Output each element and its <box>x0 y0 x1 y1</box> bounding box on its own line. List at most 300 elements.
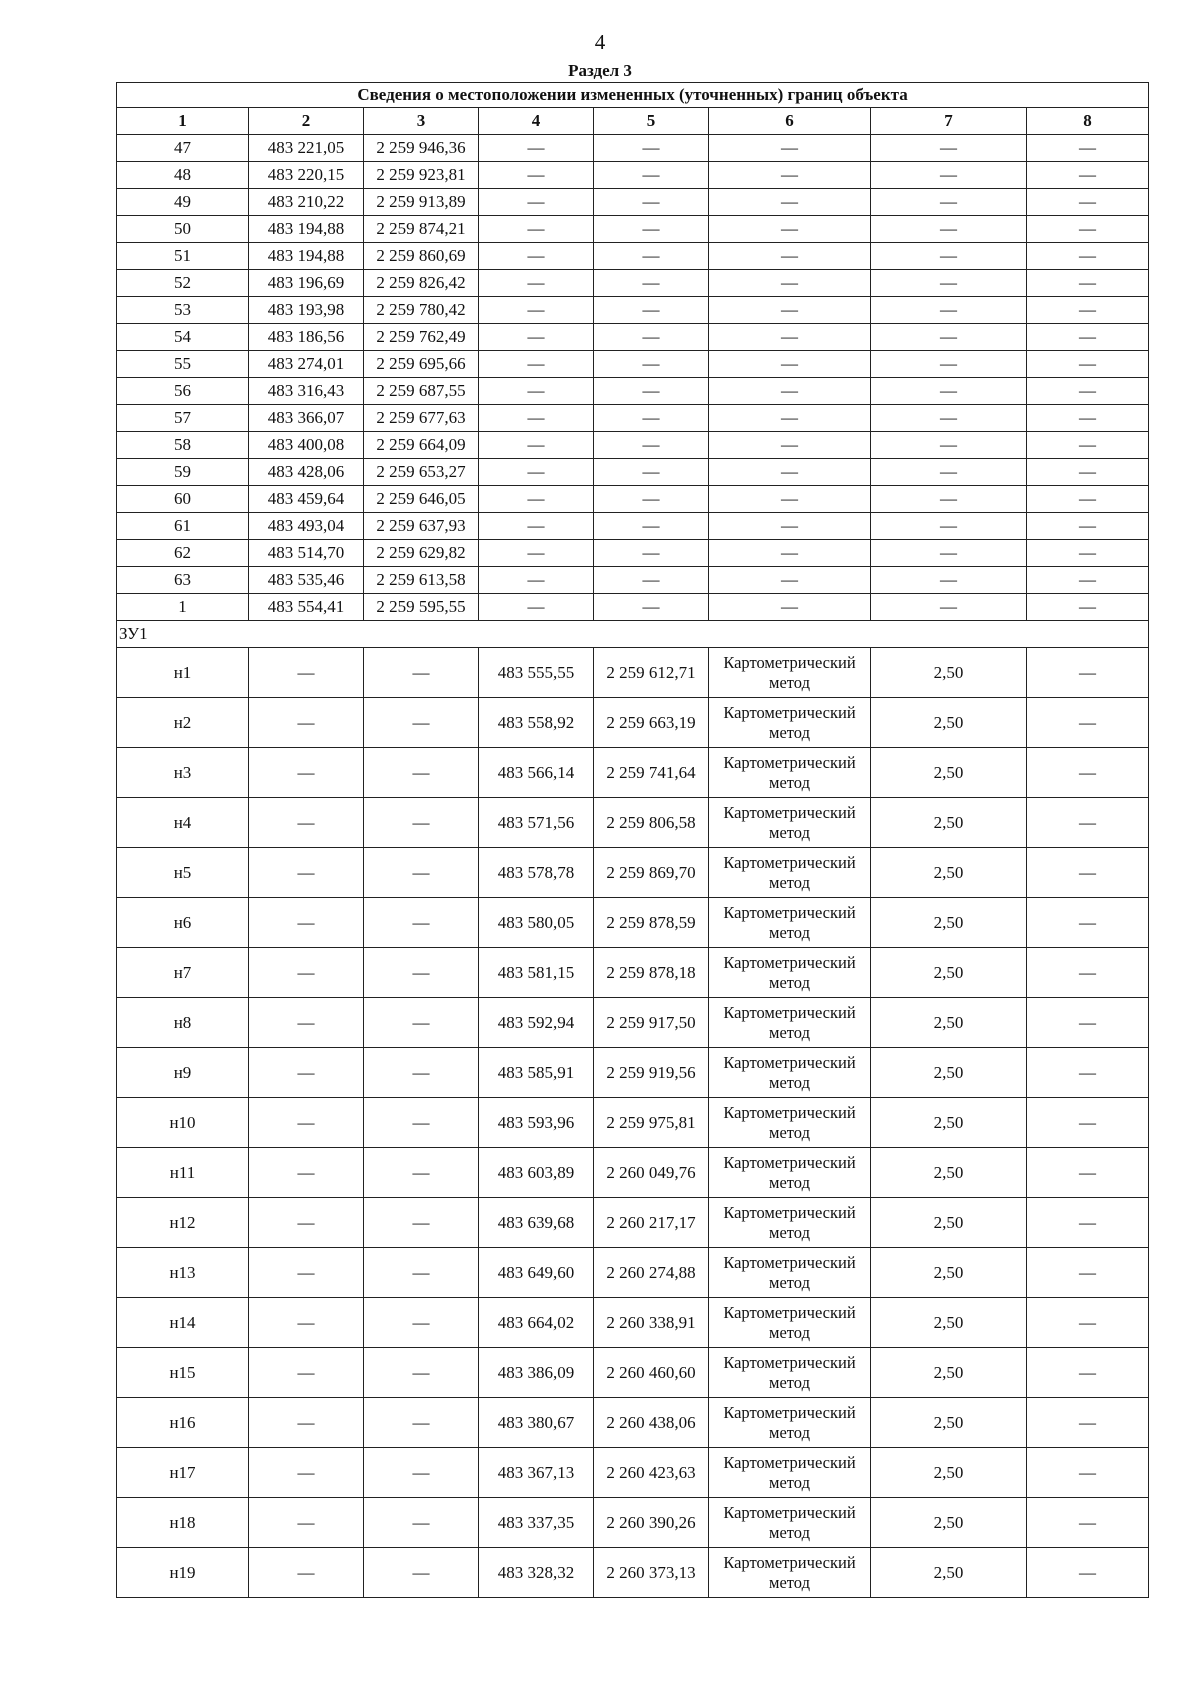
table-cell: — <box>594 405 709 432</box>
table-cell: — <box>594 513 709 540</box>
boundary-table <box>116 82 1149 1598</box>
table-cell: — <box>871 216 1027 243</box>
table-cell: — <box>1027 324 1149 351</box>
table-cell: — <box>1027 1048 1149 1098</box>
table-cell: — <box>1027 270 1149 297</box>
method-cell: Картометрический метод <box>709 848 871 898</box>
table-cell: — <box>479 324 594 351</box>
table-row <box>117 459 1149 486</box>
table-cell: — <box>1027 135 1149 162</box>
table-cell: — <box>249 748 364 798</box>
table-cell: — <box>594 162 709 189</box>
table-cell: 2,50 <box>871 1348 1027 1398</box>
table-cell: — <box>364 698 479 748</box>
table-cell: 2 260 390,26 <box>594 1498 709 1548</box>
table-cell: н12 <box>117 1198 249 1248</box>
table-cell: — <box>709 540 871 567</box>
table-cell: 2,50 <box>871 898 1027 948</box>
table-cell: 48 <box>117 162 249 189</box>
table-cell: — <box>249 1448 364 1498</box>
table-cell: — <box>1027 405 1149 432</box>
table-cell: 483 380,67 <box>479 1398 594 1448</box>
table-cell: — <box>249 1248 364 1298</box>
table-cell: 483 367,13 <box>479 1448 594 1498</box>
table-cell: — <box>1027 1348 1149 1398</box>
column-header-row <box>117 108 1149 135</box>
table-cell: — <box>871 270 1027 297</box>
table-cell: — <box>1027 351 1149 378</box>
table-cell: — <box>479 540 594 567</box>
table-cell: — <box>249 1548 364 1598</box>
table-cell: — <box>871 162 1027 189</box>
table-cell: — <box>871 351 1027 378</box>
method-cell: Картометрический метод <box>709 748 871 798</box>
table-cell: — <box>709 189 871 216</box>
table-cell: 483 664,02 <box>479 1298 594 1348</box>
table-row <box>117 243 1149 270</box>
table-cell: 2,50 <box>871 1548 1027 1598</box>
table-cell: — <box>479 594 594 621</box>
table-cell: — <box>871 459 1027 486</box>
table-row <box>117 189 1149 216</box>
table-cell: 483 220,15 <box>249 162 364 189</box>
table-cell: 483 592,94 <box>479 998 594 1048</box>
table-cell: — <box>479 297 594 324</box>
table-cell: н17 <box>117 1448 249 1498</box>
table-row <box>117 1298 1149 1348</box>
table-cell: 2,50 <box>871 1098 1027 1148</box>
table-cell: 2 260 338,91 <box>594 1298 709 1348</box>
table-cell: 483 571,56 <box>479 798 594 848</box>
table-cell: 61 <box>117 513 249 540</box>
table-cell: — <box>364 1498 479 1548</box>
table-cell: — <box>1027 540 1149 567</box>
table-cell: — <box>871 297 1027 324</box>
table-cell: — <box>1027 1498 1149 1548</box>
table-cell: — <box>1027 378 1149 405</box>
table-cell: н9 <box>117 1048 249 1098</box>
table-cell: 483 639,68 <box>479 1198 594 1248</box>
table-cell: — <box>1027 948 1149 998</box>
table-cell: — <box>1027 898 1149 948</box>
table-cell: — <box>364 1148 479 1198</box>
table-cell: н2 <box>117 698 249 748</box>
table-cell: — <box>479 486 594 513</box>
table-cell: — <box>1027 189 1149 216</box>
table-cell: 2,50 <box>871 998 1027 1048</box>
table-cell: 483 514,70 <box>249 540 364 567</box>
table-cell: н4 <box>117 798 249 848</box>
table-cell: 483 337,35 <box>479 1498 594 1548</box>
table-cell: 483 578,78 <box>479 848 594 898</box>
table-cell: 483 585,91 <box>479 1048 594 1098</box>
table-cell: — <box>709 297 871 324</box>
column-header: 6 <box>709 108 871 135</box>
table-cell: 47 <box>117 135 249 162</box>
table-cell: — <box>709 567 871 594</box>
table-cell: 483 428,06 <box>249 459 364 486</box>
table-cell: — <box>871 378 1027 405</box>
table-cell: — <box>1027 998 1149 1048</box>
method-cell: Картометрический метод <box>709 898 871 948</box>
table-cell: 2 259 663,19 <box>594 698 709 748</box>
table-cell: — <box>1027 1098 1149 1148</box>
table-cell: 483 366,07 <box>249 405 364 432</box>
table-cell: — <box>594 189 709 216</box>
method-cell: Картометрический метод <box>709 1198 871 1248</box>
table-cell: 2,50 <box>871 1448 1027 1498</box>
table-cell: 483 580,05 <box>479 898 594 948</box>
table-cell: — <box>249 1298 364 1348</box>
table-cell: — <box>871 135 1027 162</box>
table-cell: — <box>1027 297 1149 324</box>
table-row <box>117 1148 1149 1198</box>
section-title: Раздел 3 <box>568 61 632 80</box>
table-cell: — <box>1027 1448 1149 1498</box>
table-cell: — <box>1027 486 1149 513</box>
method-cell: Картометрический метод <box>709 1448 871 1498</box>
table-cell: 483 603,89 <box>479 1148 594 1198</box>
table-cell: — <box>594 216 709 243</box>
table-cell: 2,50 <box>871 648 1027 698</box>
table-cell: 2 259 917,50 <box>594 998 709 1048</box>
table-cell: — <box>249 1498 364 1548</box>
table-row <box>117 378 1149 405</box>
table-cell: — <box>709 216 871 243</box>
table-cell: — <box>871 567 1027 594</box>
table-cell: — <box>249 1048 364 1098</box>
table-cell: 2 260 438,06 <box>594 1398 709 1448</box>
table-cell: — <box>479 135 594 162</box>
table-cell: 2 259 612,71 <box>594 648 709 698</box>
table-cell: — <box>479 162 594 189</box>
table-cell: 52 <box>117 270 249 297</box>
table-cell: 483 566,14 <box>479 748 594 798</box>
table-cell: — <box>594 324 709 351</box>
table-cell: — <box>1027 513 1149 540</box>
table-cell: — <box>249 798 364 848</box>
table-cell: — <box>709 486 871 513</box>
method-cell: Картометрический метод <box>709 698 871 748</box>
table-cell: 58 <box>117 432 249 459</box>
table-cell: — <box>871 540 1027 567</box>
table-cell: — <box>364 1298 479 1348</box>
table-cell: 483 555,55 <box>479 648 594 698</box>
table-row <box>117 486 1149 513</box>
table-cell: 2,50 <box>871 848 1027 898</box>
table-cell: — <box>364 798 479 848</box>
table-cell: 54 <box>117 324 249 351</box>
table-cell: 483 400,08 <box>249 432 364 459</box>
table-cell: — <box>249 1098 364 1148</box>
group-label: ЗУ1 <box>117 621 1149 648</box>
table-cell: 2 259 637,93 <box>364 513 479 540</box>
table-row <box>117 1098 1149 1148</box>
column-header: 4 <box>479 108 594 135</box>
table-cell: 2 259 695,66 <box>364 351 479 378</box>
table-row <box>117 798 1149 848</box>
table-cell: — <box>1027 798 1149 848</box>
table-cell: 2,50 <box>871 1398 1027 1448</box>
table-cell: 2,50 <box>871 698 1027 748</box>
method-cell: Картометрический метод <box>709 1148 871 1198</box>
table-cell: 51 <box>117 243 249 270</box>
method-cell: Картометрический метод <box>709 1098 871 1148</box>
table-cell: — <box>479 243 594 270</box>
table-row <box>117 216 1149 243</box>
table-cell: н7 <box>117 948 249 998</box>
table-row <box>117 567 1149 594</box>
table-cell: — <box>871 243 1027 270</box>
method-cell: Картометрический метод <box>709 798 871 848</box>
table-row <box>117 998 1149 1048</box>
table-cell: — <box>594 270 709 297</box>
table-cell: 483 194,88 <box>249 243 364 270</box>
table-cell: 2 260 423,63 <box>594 1448 709 1498</box>
table-cell: — <box>594 567 709 594</box>
table-cell: — <box>364 948 479 998</box>
table-cell: 2 259 878,18 <box>594 948 709 998</box>
table-cell: 1 <box>117 594 249 621</box>
table-cell: — <box>479 432 594 459</box>
column-header: 3 <box>364 108 479 135</box>
table-cell: — <box>871 486 1027 513</box>
table-cell: 2 259 762,49 <box>364 324 479 351</box>
table-row <box>117 948 1149 998</box>
table-cell: 2 259 946,36 <box>364 135 479 162</box>
table-cell: 2,50 <box>871 1498 1027 1548</box>
table-row <box>117 898 1149 948</box>
table-cell: 55 <box>117 351 249 378</box>
table-cell: — <box>479 513 594 540</box>
table-row <box>117 297 1149 324</box>
table-row <box>117 270 1149 297</box>
table-cell: — <box>709 162 871 189</box>
table-cell: — <box>479 378 594 405</box>
column-header: 7 <box>871 108 1027 135</box>
table-cell: 483 593,96 <box>479 1098 594 1148</box>
table-cell: — <box>249 948 364 998</box>
column-header: 8 <box>1027 108 1149 135</box>
table-cell: 2 259 975,81 <box>594 1098 709 1148</box>
table-cell: 2,50 <box>871 1048 1027 1098</box>
table-cell: — <box>479 216 594 243</box>
table-cell: — <box>1027 432 1149 459</box>
table-cell: — <box>364 1098 479 1148</box>
method-cell: Картометрический метод <box>709 1348 871 1398</box>
table-cell: — <box>479 459 594 486</box>
table-cell: — <box>1027 648 1149 698</box>
table-cell: — <box>1027 1248 1149 1298</box>
table-cell: — <box>1027 1548 1149 1598</box>
table-cell: — <box>871 594 1027 621</box>
table-row <box>117 594 1149 621</box>
table-cell: 483 210,22 <box>249 189 364 216</box>
table-cell: — <box>364 1548 479 1598</box>
table-row <box>117 1248 1149 1298</box>
table-cell: — <box>364 648 479 698</box>
table-cell: 2 260 460,60 <box>594 1348 709 1398</box>
table-cell: — <box>1027 1298 1149 1348</box>
table-cell: 483 193,98 <box>249 297 364 324</box>
table-cell: — <box>709 270 871 297</box>
table-cell: — <box>709 594 871 621</box>
method-cell: Картометрический метод <box>709 948 871 998</box>
table-cell: 483 459,64 <box>249 486 364 513</box>
table-cell: — <box>364 1398 479 1448</box>
column-header: 1 <box>117 108 249 135</box>
table-cell: — <box>871 189 1027 216</box>
table-cell: — <box>594 486 709 513</box>
table-cell: 49 <box>117 189 249 216</box>
table-cell: н8 <box>117 998 249 1048</box>
table-cell: — <box>364 998 479 1048</box>
table-cell: — <box>1027 162 1149 189</box>
table-cell: — <box>594 378 709 405</box>
table-cell: н19 <box>117 1548 249 1598</box>
table-cell: 2 260 274,88 <box>594 1248 709 1298</box>
table-cell: — <box>1027 1398 1149 1448</box>
table-cell: 483 328,32 <box>479 1548 594 1598</box>
table-cell: 2,50 <box>871 1198 1027 1248</box>
table-cell: — <box>1027 459 1149 486</box>
table-cell: — <box>364 1198 479 1248</box>
table-cell: 2 259 806,58 <box>594 798 709 848</box>
table-cell: 62 <box>117 540 249 567</box>
table-cell: 2 259 741,64 <box>594 748 709 798</box>
table-cell: 483 194,88 <box>249 216 364 243</box>
table-cell: 2 259 913,89 <box>364 189 479 216</box>
table-cell: 63 <box>117 567 249 594</box>
table-cell: — <box>249 998 364 1048</box>
table-cell: — <box>1027 1198 1149 1248</box>
table-cell: 2 260 049,76 <box>594 1148 709 1198</box>
table-cell: 2 259 874,21 <box>364 216 479 243</box>
table-cell: — <box>249 1148 364 1198</box>
group-label-row <box>117 621 1149 648</box>
table-cell: 2,50 <box>871 1298 1027 1348</box>
table-cell: 2 259 677,63 <box>364 405 479 432</box>
table-cell: н1 <box>117 648 249 698</box>
table-row <box>117 405 1149 432</box>
table-cell: — <box>479 567 594 594</box>
table-cell: н6 <box>117 898 249 948</box>
table-row <box>117 324 1149 351</box>
table-cell: н15 <box>117 1348 249 1398</box>
table-cell: н16 <box>117 1398 249 1448</box>
table-cell: 2 259 826,42 <box>364 270 479 297</box>
table-row <box>117 1448 1149 1498</box>
table-cell: 2,50 <box>871 1148 1027 1198</box>
table-cell: 2,50 <box>871 1248 1027 1298</box>
method-cell: Картометрический метод <box>709 1048 871 1098</box>
table-row <box>117 162 1149 189</box>
table-cell: 2 259 869,70 <box>594 848 709 898</box>
table-cell: 56 <box>117 378 249 405</box>
method-cell: Картометрический метод <box>709 998 871 1048</box>
table-cell: — <box>364 898 479 948</box>
table-cell: — <box>709 432 871 459</box>
table-row <box>117 351 1149 378</box>
method-cell: Картометрический метод <box>709 1298 871 1348</box>
table-cell: н18 <box>117 1498 249 1548</box>
table-cell: — <box>594 432 709 459</box>
table-cell: 483 581,15 <box>479 948 594 998</box>
table-cell: — <box>364 1248 479 1298</box>
table-row <box>117 432 1149 459</box>
table-cell: 483 221,05 <box>249 135 364 162</box>
table-row <box>117 1498 1149 1548</box>
table-cell: 2 259 780,42 <box>364 297 479 324</box>
table-cell: 483 186,56 <box>249 324 364 351</box>
table-cell: н14 <box>117 1298 249 1348</box>
table-cell: 483 196,69 <box>249 270 364 297</box>
table-cell: 483 493,04 <box>249 513 364 540</box>
table-cell: — <box>709 405 871 432</box>
table-row <box>117 1348 1149 1398</box>
table-cell: — <box>709 324 871 351</box>
table-cell: 2 259 646,05 <box>364 486 479 513</box>
table-cell: — <box>249 898 364 948</box>
table-cell: 483 535,46 <box>249 567 364 594</box>
table-cell: — <box>479 405 594 432</box>
column-header: 2 <box>249 108 364 135</box>
table-cell: 2 259 923,81 <box>364 162 479 189</box>
column-header: 5 <box>594 108 709 135</box>
method-cell: Картометрический метод <box>709 1248 871 1298</box>
table-cell: 483 558,92 <box>479 698 594 748</box>
table-cell: н10 <box>117 1098 249 1148</box>
table-cell: 2 259 595,55 <box>364 594 479 621</box>
table-cell: — <box>364 848 479 898</box>
table-caption: Сведения о местоположении измененных (уточненных) границ объекта <box>117 83 1149 108</box>
table-cell: — <box>709 459 871 486</box>
table-cell: 57 <box>117 405 249 432</box>
table-cell: — <box>709 351 871 378</box>
table-row <box>117 1548 1149 1598</box>
table-row <box>117 1398 1149 1448</box>
table-cell: 2 259 919,56 <box>594 1048 709 1098</box>
table-row <box>117 1198 1149 1248</box>
table-cell: 2 259 664,09 <box>364 432 479 459</box>
table-cell: 2 260 217,17 <box>594 1198 709 1248</box>
table-cell: — <box>594 297 709 324</box>
table-cell: — <box>594 459 709 486</box>
method-cell: Картометрический метод <box>709 648 871 698</box>
table-cell: — <box>364 748 479 798</box>
table-cell: — <box>1027 594 1149 621</box>
table-cell: — <box>594 540 709 567</box>
table-cell: — <box>1027 698 1149 748</box>
table-cell: — <box>594 351 709 378</box>
table-cell: — <box>479 270 594 297</box>
table-cell: 483 554,41 <box>249 594 364 621</box>
table-cell: — <box>1027 216 1149 243</box>
table-cell: 2 259 653,27 <box>364 459 479 486</box>
table-cell: — <box>1027 748 1149 798</box>
table-row <box>117 848 1149 898</box>
table-cell: 2 259 629,82 <box>364 540 479 567</box>
table-row <box>117 698 1149 748</box>
table-row <box>117 1048 1149 1098</box>
method-cell: Картометрический метод <box>709 1548 871 1598</box>
table-cell: н13 <box>117 1248 249 1298</box>
table-cell: — <box>594 135 709 162</box>
table-cell: — <box>364 1448 479 1498</box>
table-cell: 59 <box>117 459 249 486</box>
table-cell: — <box>249 1398 364 1448</box>
table-row <box>117 648 1149 698</box>
